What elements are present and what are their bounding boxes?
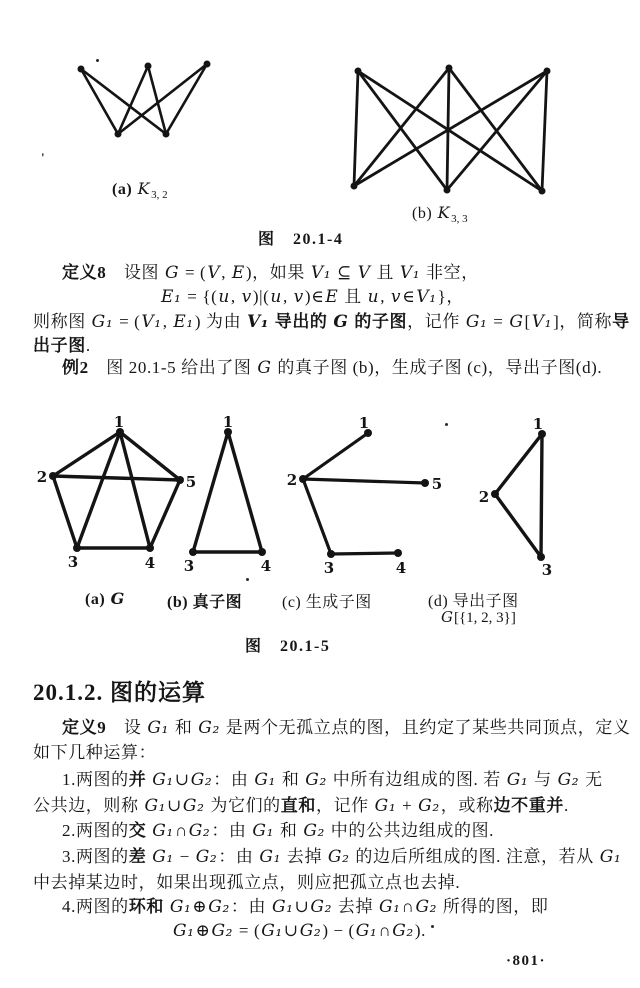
operation-intersection: 2.两图的交 G₁∩G₂：由 G₁ 和 G₂ 中的公共边组成的图. (62, 821, 495, 841)
section-heading: 20.1.2. 图的运算 (33, 680, 206, 705)
svg-text:1: 1 (113, 413, 125, 431)
figure5-caption-d2: G[{1, 2, 3}] (441, 608, 516, 626)
definition8-line1: 定义8 设图 G = (V, E)，如果 V₁ ⊆ V 且 V₁ 非空， (62, 263, 479, 283)
operation-difference-line1: 3.两图的差 G₁ − G₂：由 G₁ 去掉 G₂ 的边后所组成的图. 注意，若从 G₁ (62, 847, 622, 867)
operation-ring-sum: 4.两图的环和 G₁⊕G₂：由 G₁∪G₂ 去掉 G₁∩G₂ 所得的图，即 (62, 897, 549, 917)
graph-induced-subgraph (479, 415, 552, 579)
page-number: ·801· (506, 953, 547, 969)
svg-text:4: 4 (395, 559, 407, 577)
scan-speck (246, 578, 249, 581)
scan-artifact: ' (41, 150, 45, 165)
svg-text:1: 1 (532, 415, 544, 433)
operation-union-line1: 1.两图的并 G₁∪G₂：由 G₁ 和 G₂ 中所有边组成的图. 若 G₁ 与 G₂ 无 (62, 770, 603, 790)
figure5-caption-d: (d) 导出子图 (428, 593, 519, 610)
definition9-line1: 定义9 设 G₁ 和 G₂ 是两个无孤立点的图，且约定了某些共同顶点，定义 (62, 718, 631, 738)
graph-k32 (78, 61, 211, 138)
svg-text:2: 2 (286, 471, 298, 489)
definition9-line2: 如下几种运算： (33, 743, 157, 762)
scan-speck (431, 925, 434, 928)
svg-text:3: 3 (541, 561, 553, 579)
svg-text:3: 3 (183, 557, 195, 575)
svg-text:3: 3 (323, 559, 335, 577)
figure4-caption-a: (a) $K_{3, 2}$ (112, 179, 168, 202)
definition8-line4: 出子图. (33, 336, 91, 355)
svg-text:2: 2 (478, 488, 490, 506)
svg-text:4: 4 (260, 557, 272, 575)
scan-speck (445, 423, 448, 426)
graph-spanning-subgraph (287, 414, 442, 577)
figure5-caption-b: (b) 真子图 (167, 594, 243, 611)
svg-text:1: 1 (358, 414, 370, 432)
figure5-caption: 图 20.1-5 (245, 638, 331, 655)
graph-k33 (351, 65, 551, 195)
definition8-line3: 则称图 G₁ = (V₁, E₁) 为由 V₁ 导出的 G 的子图，记作 G₁ = G[V₁]，简称导 (33, 312, 630, 332)
operation-union-line2: 公共边，则称 G₁∪G₂ 为它们的直和，记作 G₁ + G₂，或称边不重并. (33, 796, 569, 816)
svg-text:5: 5 (185, 473, 197, 491)
svg-text:1: 1 (222, 413, 234, 431)
graph-G (37, 413, 196, 572)
figure5-caption-a: (a) G (85, 589, 125, 608)
svg-text:4: 4 (144, 554, 156, 572)
scan-speck (96, 59, 99, 62)
graph-true-subgraph (184, 413, 271, 575)
svg-text:3: 3 (67, 553, 79, 571)
ring-sum-formula: G₁⊕G₂ = (G₁∪G₂) − (G₁∩G₂). (173, 921, 426, 941)
svg-text:5: 5 (431, 475, 443, 493)
svg-text:2: 2 (36, 468, 48, 486)
figure5-caption-c: (c) 生成子图 (282, 594, 372, 611)
figure4-caption: 图 20.1-4 (258, 231, 344, 248)
definition8-formula: E₁ = {(u, v)|(u, v)∈E 且 u, v∈V₁}， (161, 287, 464, 307)
operation-difference-line2: 中去掉某边时，如果出现孤立点，则应把孤立点也去掉. (33, 873, 461, 892)
figure4-caption-b: (b) $K_{3, 3}$ (412, 203, 468, 226)
example2-line: 例2 图 20.1-5 给出了图 G 的真子图 (b)，生成子图 (c)，导出子图(d). (62, 358, 603, 378)
